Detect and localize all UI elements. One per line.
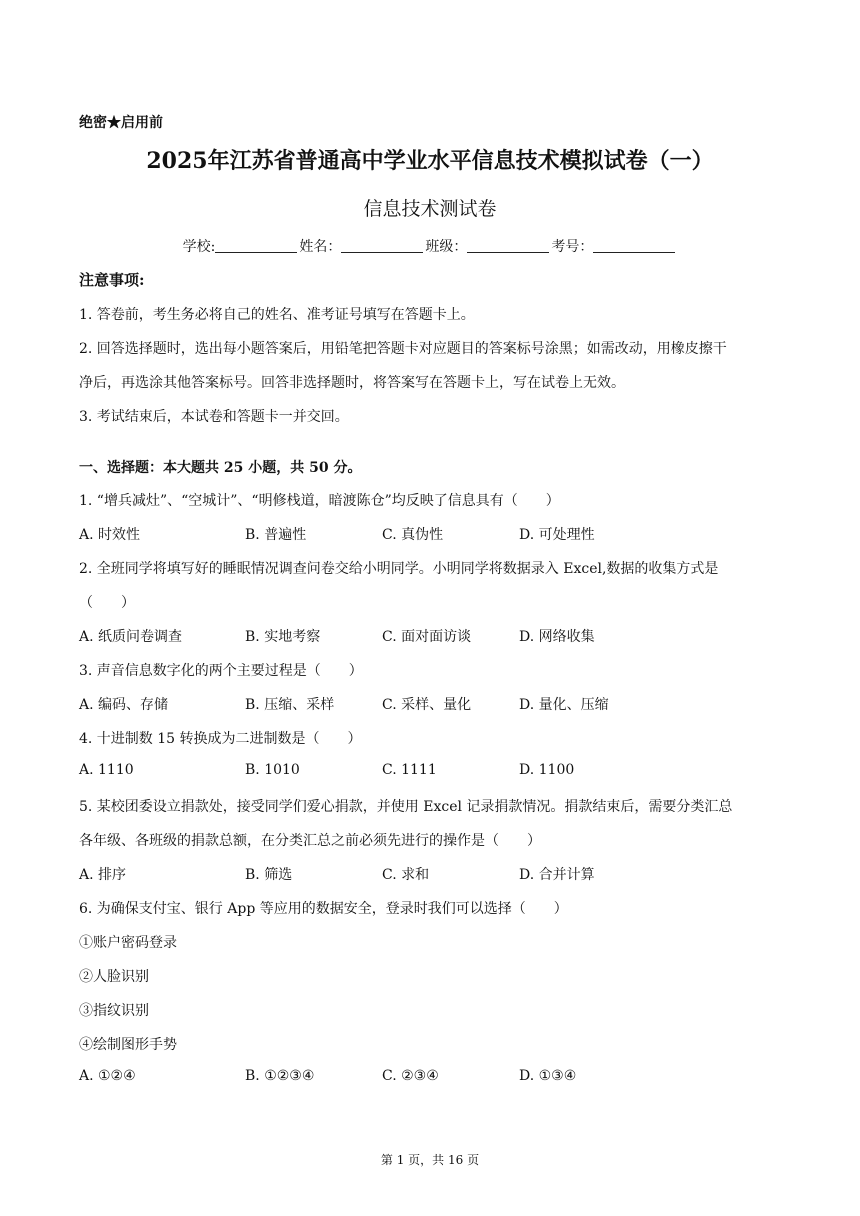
option-c: C. 1111 (382, 762, 437, 778)
notice-item: 3. 考试结束后，本试卷和答题卡一并交回。 (79, 409, 349, 425)
class-blank (467, 238, 549, 253)
school-label: 学校: (182, 239, 216, 255)
option-a: A. 1110 (79, 762, 134, 778)
question-2-continued: （ ） (79, 595, 135, 611)
question-5-options (79, 864, 779, 884)
page-footer: 第 1 页，共 16 页 (380, 1153, 480, 1167)
question-5-continued: 各年级、各班级的捐款总额，在分类汇总之前必须先进行的操作是（ ） (79, 833, 541, 849)
option-a: A. 纸质问卷调查 (79, 629, 183, 645)
name-label: 姓名： (299, 239, 342, 255)
student-info-line (0, 236, 860, 256)
school-blank (215, 238, 297, 253)
confidential-label: 绝密★启用前 (79, 115, 163, 131)
option-c: C. 真伪性 (382, 527, 444, 543)
option-d: D. ①③④ (519, 1068, 577, 1084)
option-a: A. 编码、存储 (79, 697, 169, 713)
option-c: C. ②③④ (382, 1068, 439, 1084)
question-4: 4. 十进制数 15 转换成为二进制数是（ ） (79, 731, 362, 747)
option-c: C. 采样、量化 (382, 697, 472, 713)
option-a: A. 排序 (79, 867, 127, 883)
exam-subtitle: 信息技术测试卷 (363, 198, 497, 220)
option-d: D. 量化、压缩 (519, 697, 609, 713)
section-heading: 一、选择题：本大题共 25 小题，共 50 分。 (79, 460, 362, 476)
question-1-options (79, 524, 779, 544)
name-blank (341, 238, 423, 253)
question-6-options (79, 1068, 779, 1088)
option-c: C. 求和 (382, 867, 430, 883)
question-1: 1. “增兵减灶”、“空城计”、“明修栈道，暗渡陈仓”均反映了信息具有（ ） (79, 493, 560, 509)
option-b: B. 压缩、采样 (245, 697, 335, 713)
notice-heading: 注意事项: (79, 271, 145, 289)
question-6-item-1: ①账户密码登录 (79, 935, 177, 951)
option-d: D. 网络收集 (519, 629, 595, 645)
question-6: 6. 为确保支付宝、银行 App 等应用的数据安全，登录时我们可以选择（ ） (79, 901, 568, 917)
option-b: B. 筛选 (245, 867, 293, 883)
option-b: B. 实地考察 (245, 629, 321, 645)
question-3: 3. 声音信息数字化的两个主要过程是（ ） (79, 663, 363, 679)
question-4-options (79, 762, 779, 782)
option-b: B. 普遍性 (245, 527, 307, 543)
option-b: B. ①②③④ (245, 1068, 315, 1084)
class-label: 班级： (425, 239, 468, 255)
question-6-item-2: ②人脸识别 (79, 969, 149, 985)
option-c: C. 面对面访谈 (382, 629, 472, 645)
option-b: B. 1010 (245, 762, 300, 778)
option-d: D. 可处理性 (519, 527, 595, 543)
notice-item: 1. 答卷前，考生务必将自己的姓名、准考证号填写在答题卡上。 (79, 307, 475, 323)
notice-item: 2. 回答选择题时，选出每小题答案后，用铅笔把答题卡对应题目的答案标号涂黑；如需改动，用橡皮擦干 (79, 341, 727, 357)
option-a: A. 时效性 (79, 527, 141, 543)
exam-title: 2025年江苏省普通高中学业水平信息技术模拟试卷（一） (146, 148, 714, 174)
option-a: A. ①②④ (79, 1068, 136, 1084)
question-5: 5. 某校团委设立捐款处，接受同学们爱心捐款，并使用 Excel 记录捐款情况。捐款结束后，需要分类汇总 (79, 799, 733, 815)
option-d: D. 1100 (519, 762, 575, 778)
exam-number-label: 考号： (551, 239, 594, 255)
notice-item: 净后，再选涂其他答案标号。回答非选择题时，将答案写在答题卡上，写在试卷上无效。 (79, 375, 625, 391)
question-6-item-3: ③指纹识别 (79, 1003, 149, 1019)
exam-number-blank (593, 238, 675, 253)
question-3-options (79, 694, 779, 714)
option-d: D. 合并计算 (519, 867, 595, 883)
question-6-item-4: ④绘制图形手势 (79, 1037, 177, 1053)
question-2-options (79, 626, 779, 646)
question-2: 2. 全班同学将填写好的睡眠情况调查问卷交给小明同学。小明同学将数据录入 Excel,数据的收集方式是 (79, 561, 719, 577)
